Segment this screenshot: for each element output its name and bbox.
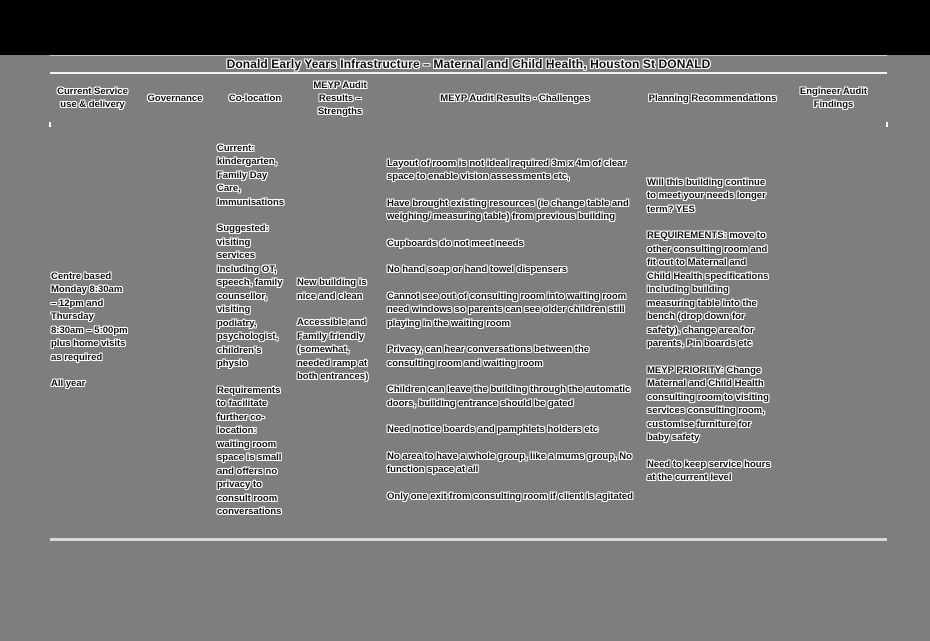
infrastructure-table xyxy=(50,55,887,541)
cell-paragraph: Privacy, can hear conversations between the consulting room and waiting room xyxy=(387,344,590,369)
table-title: Donald Early Years Infrastructure – Maternal and Child Health, Houston St DONALD xyxy=(50,55,887,74)
cell-paragraph: Centre based Monday 8:30am – 12pm and Thursday 8:30am – 5:00pm plus home visits as required xyxy=(51,270,128,363)
cell-paragraph: REQUIREMENTS: move to other consulting room and fit out to Maternal and Child Health specifications including building measuring table into the bench (drop down for safety), change area for parents, Pin boards etc xyxy=(647,230,769,349)
cell-paragraph: Current: kindergarten, Family Day Care, Immunisations xyxy=(217,142,285,208)
body-cell-governance xyxy=(135,122,215,538)
body-cell-co-location xyxy=(215,122,295,538)
body-cell-engineer-audit-findings xyxy=(780,122,887,538)
body-cell-meyp-audit-challenges xyxy=(385,122,645,538)
cell-paragraph: Suggested: visiting services including OT, speech, family counsellor, visiting podiatry, psychologist, children's physio xyxy=(217,223,283,369)
cell-paragraph: Only one exit from consulting room if client is agitated xyxy=(387,490,633,502)
table-header-row xyxy=(50,74,887,122)
cell-paragraph: Need notice boards and pamphlets holders etc xyxy=(387,424,599,436)
cell-paragraph: Need to keep service hours at the current level xyxy=(647,458,771,483)
header-cell-planning-recommendations: Planning Recommendations xyxy=(648,92,777,104)
header-cell-meyp-audit-strengths: MEYP Audit Results – Strengths xyxy=(313,79,367,117)
cell-paragraph: Cupboards do not meet needs xyxy=(387,237,524,249)
cell-paragraph: Layout of room is not ideal required 3m x 4m of clear space to enable vision assessments etc, xyxy=(387,157,627,183)
cell-paragraph: Will this building continue to meet your needs longer term? YES xyxy=(647,176,766,215)
header-cell-current-service-use: Current Service use & delivery xyxy=(57,86,128,110)
cell-paragraph: No hand soap or hand towel dispensers xyxy=(387,264,567,276)
cell-paragraph: All year xyxy=(51,378,86,389)
header-cell-meyp-audit-challenges: MEYP Audit Results - Challenges xyxy=(440,92,590,104)
cell-paragraph: Have brought existing resources (ie change table and weighing/ measuring table) from previous building xyxy=(387,197,629,223)
cell-paragraph: Children can leave the building through the automatic doors, building entrance should be gated xyxy=(387,384,631,409)
cell-paragraph: Accessible and Family friendly (somewhat, needed ramp at both entrances) xyxy=(297,317,369,383)
body-cell-meyp-audit-strengths xyxy=(295,122,385,538)
page-top-black-band xyxy=(0,0,930,55)
cell-paragraph: Requirements to facilitate further co-location: waiting room space is small and offers no privacy to consult room conversations xyxy=(217,384,282,517)
header-cell-governance: Governance xyxy=(147,92,203,104)
header-cell-co-location: Co-location xyxy=(228,92,282,104)
cell-paragraph: No area to have a whole group, like a mums group, No function space at all xyxy=(387,450,632,476)
body-cell-current-service-use xyxy=(50,122,135,538)
cell-paragraph: New building is nice and clean xyxy=(297,277,367,302)
header-cell-engineer-audit-findings: Engineer Audit Findings xyxy=(799,86,868,110)
body-cell-planning-recommendations xyxy=(645,122,780,538)
cell-paragraph: MEYP PRIORITY: Change Maternal and Child Health consulting room to visiting services consulting room, customise furniture for baby safety xyxy=(647,364,769,443)
cell-paragraph: Cannot see out of consulting room into waiting room need windows so parents can see older children still playing in the waiting room xyxy=(387,290,627,329)
table-body-row xyxy=(50,122,887,541)
